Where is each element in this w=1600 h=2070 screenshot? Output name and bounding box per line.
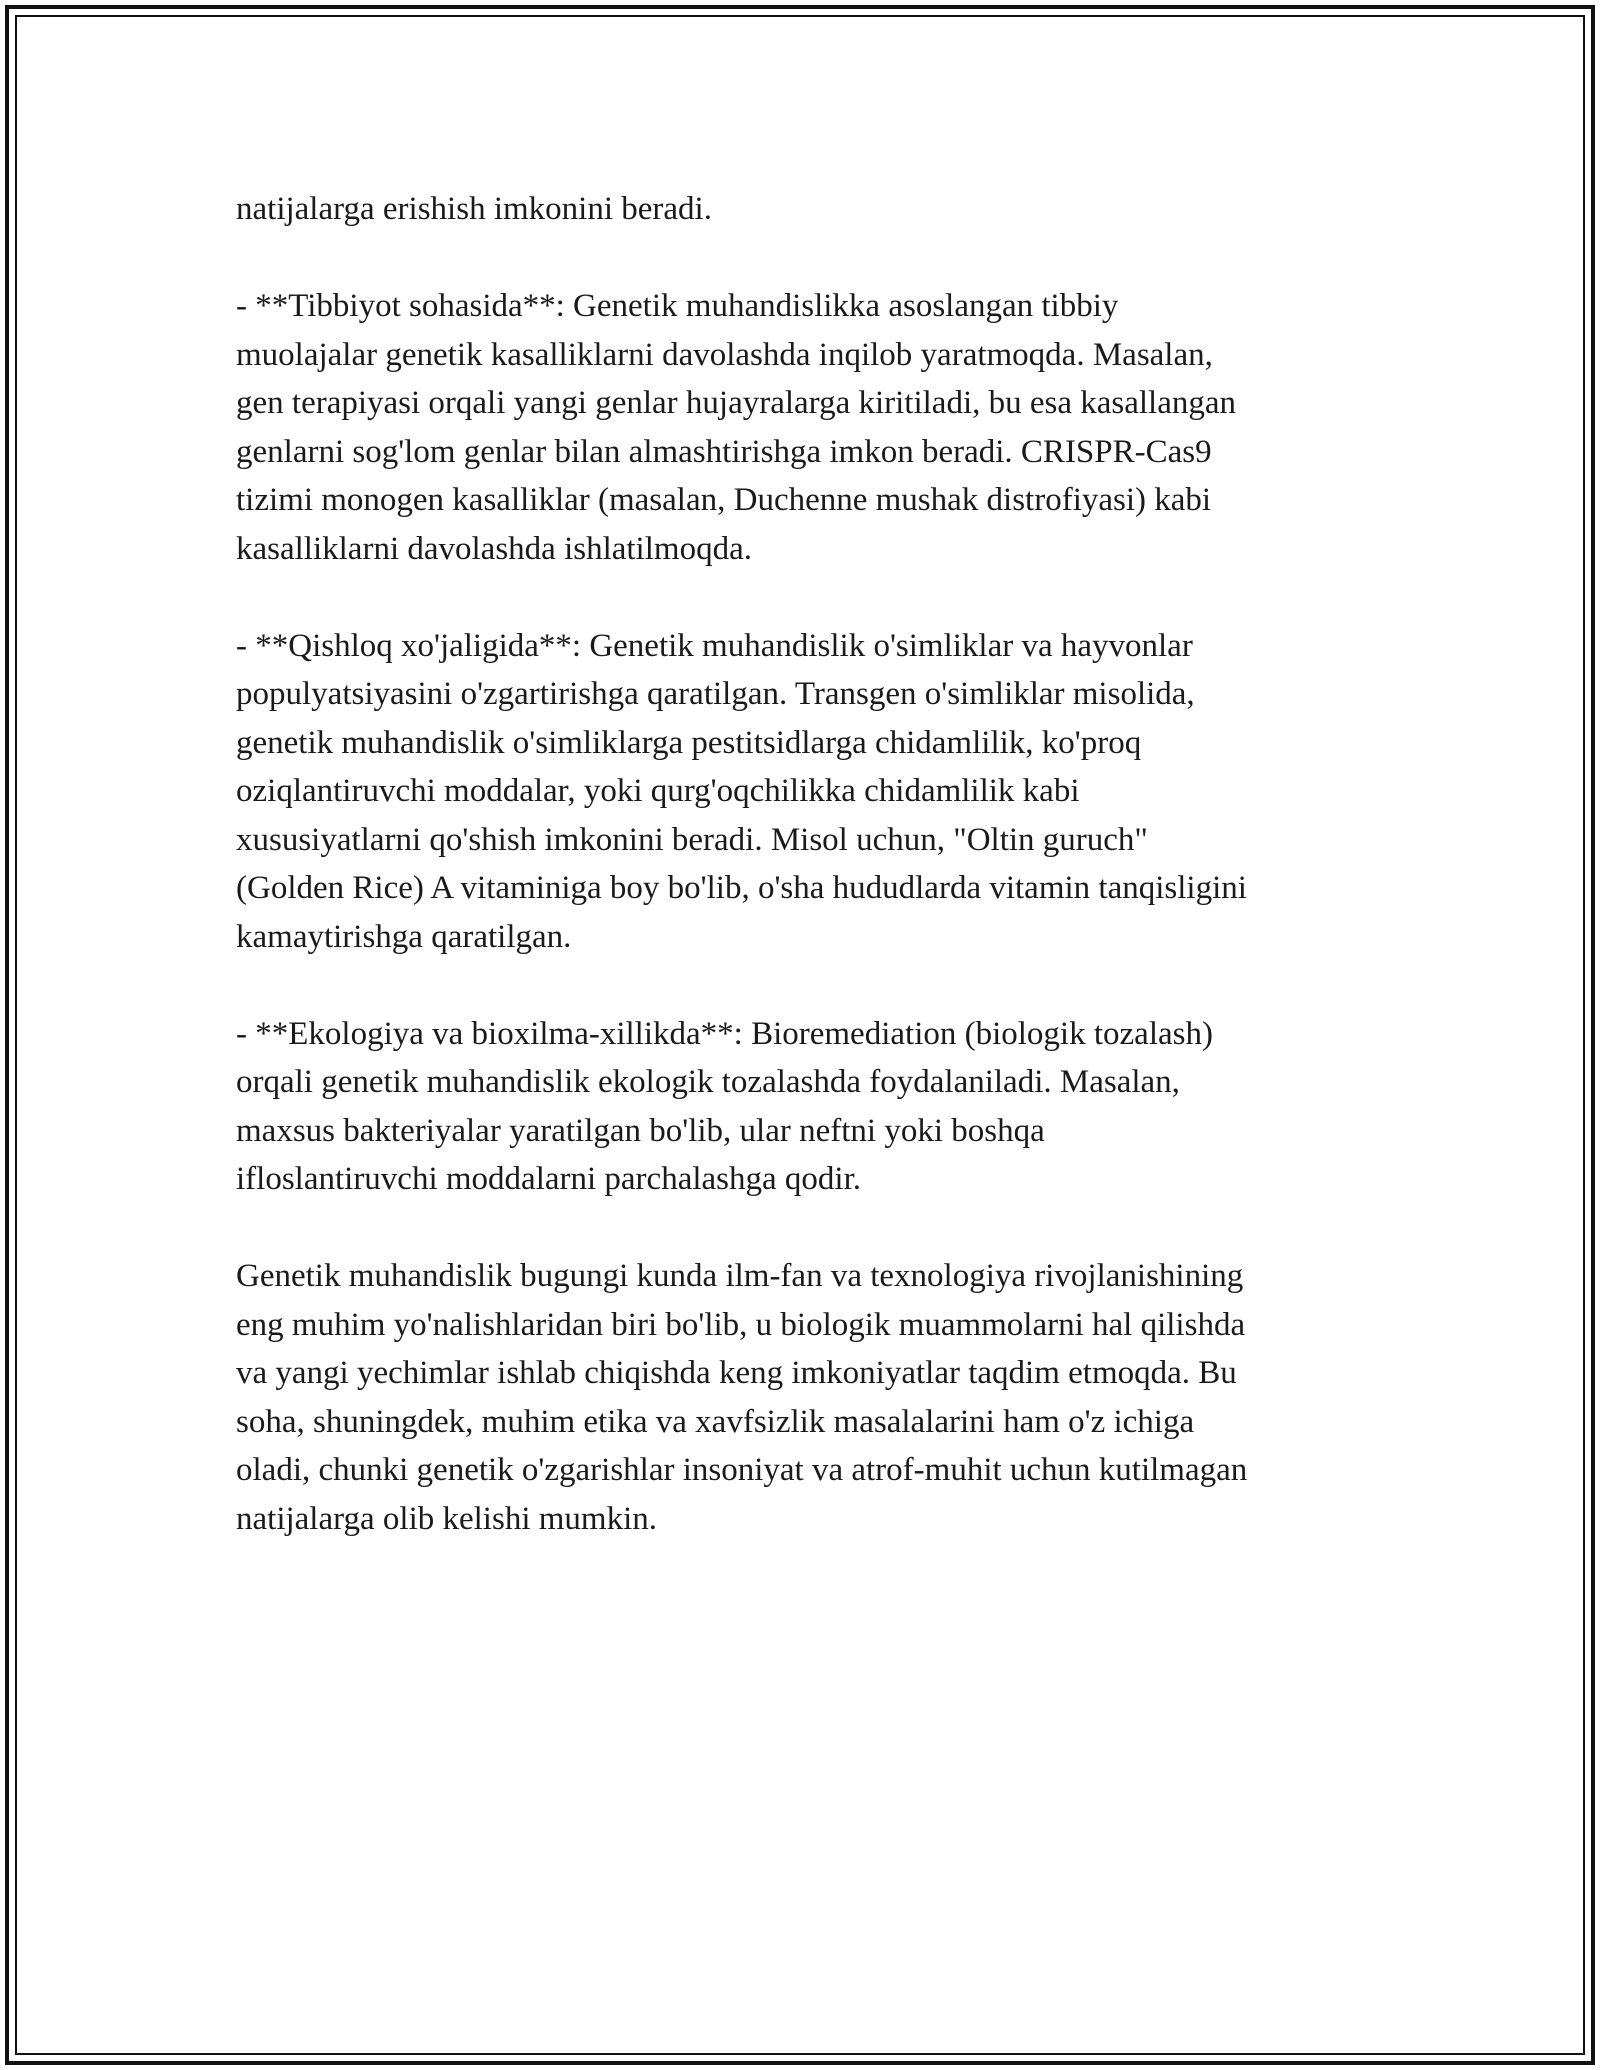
paragraph-conclusion: Genetik muhandislik bugungi kunda ilm-fan va texnologiya rivojlanishining eng muhim yo'nalishlaridan biri bo'lib, u biologik muammolarni hal qilishda va yangi yechimlar ishlab chiqishda keng imkoniyatlar taqdim etmoqda. Bu soha, shuningdek, muhim etika va xavfsizlik masalalarini ham o'z ichiga oladi, chunki genetik o'zgarishlar insoniyat va atrof-muhit uchun kutilmagan natijalarga olib kelishi mumkin. bbox=[236, 1258, 1248, 1537]
paragraph-continuation: natijalarga erishish imkonini beradi. bbox=[236, 191, 712, 227]
paragraph-agriculture: - **Qishloq xo'jaligida**: Genetik muhandislik o'simliklar va hayvonlar populyatsiyasini o'zgartirishga qaratilgan. Transgen o'simliklar misolida, genetik muhandislik o'simliklarga pestitsidlarga chidamlilik, ko'proq oziqlantiruvchi moddalar, yoki qurg'oqchilikka chidamlilik kabi xususiyatlarni qo'shish imkonini beradi. Misol uchun, "Oltin guruch" (Golden Rice) A vitaminiga boy bo'lib, o'sha hududlarda vitamin tanqisligini kamaytirishga qaratilgan. bbox=[236, 627, 1247, 955]
document-body bbox=[236, 185, 1376, 1543]
paragraph-medicine: - **Tibbiyot sohasida**: Genetik muhandislikka asoslangan tibbiy muolajalar genetik kasalliklarni davolashda inqilob yaratmoqda. Masalan, gen terapiyasi orqali yangi genlar hujayralarga kiritiladi, bu esa kasallangan genlarni sog'lom genlar bilan almashtirishga imkon beradi. CRISPR-Cas9 tizimi monogen kasalliklar (masalan, Duchenne mushak distrofiyasi) kabi kasalliklarni davolashda ishlatilmoqda. bbox=[236, 288, 1237, 567]
paragraph-ecology: - **Ekologiya va bioxilma-xillikda**: Bioremediation (biologik tozalash) orqali genetik muhandislik ekologik tozalashda foydalaniladi. Masalan, maxsus bakteriyalar yaratilgan bo'lib, ular neftni yoki boshqa ifloslantiruvchi moddalarni parchalashga qodir. bbox=[236, 1015, 1213, 1197]
